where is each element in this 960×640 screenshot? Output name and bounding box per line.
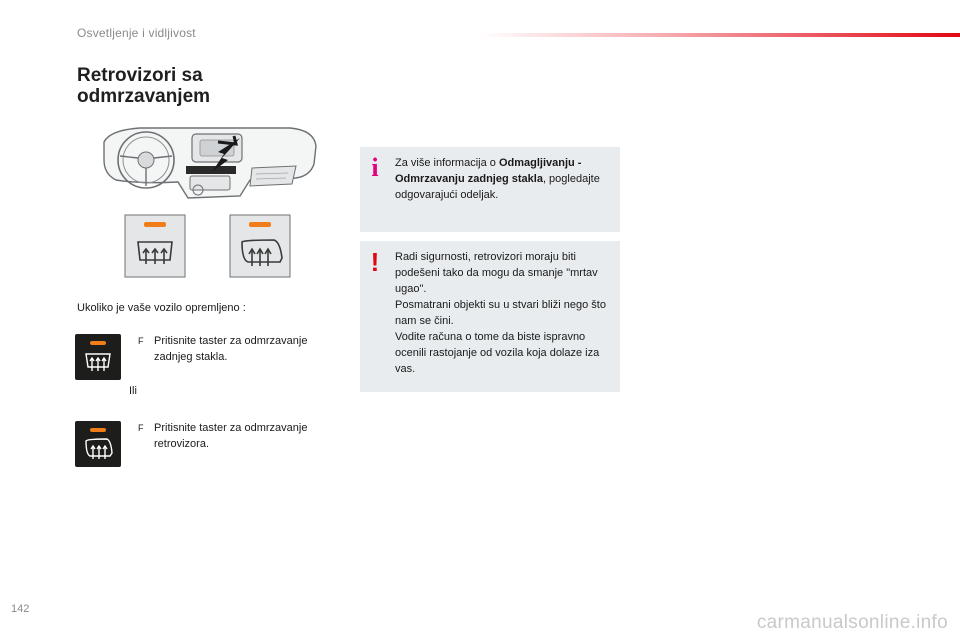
step-mirror (138, 420, 338, 452)
rear-screen-defrost-icon (86, 354, 110, 371)
step-rear-screen (138, 333, 338, 365)
step-bullet: F (138, 423, 144, 433)
header-rule (480, 33, 960, 37)
info-icon: i (371, 153, 379, 182)
switch-illustration (124, 214, 292, 278)
mirror-defrost-button-image (75, 421, 121, 467)
page-number: 142 (11, 603, 30, 615)
info-note (360, 147, 620, 232)
rear-screen-defrost-button-image (75, 334, 121, 380)
info-text-before: Za više informacija o (395, 157, 499, 169)
watermark: carmanualsonline.info (756, 612, 948, 633)
dashboard-illustration (100, 124, 320, 216)
info-text-after: , pogledajte odgovarajući odeljak. (395, 173, 600, 201)
intro-text: Ukoliko je vaše vozilo opremljeno : (77, 302, 246, 314)
info-text-bold: Odmagljivanju - Odmrzavanju zadnjeg stakla (395, 157, 582, 185)
mirror-defrost-icon (86, 439, 112, 459)
warning-icon: ! (370, 247, 380, 277)
page-title: Retrovizori sa odmrzavanjem (77, 65, 211, 107)
warning-paragraph: Radi sigurnosti, retrovizori moraju biti podešeni tako da mogu da smanje "mrtav ugao". (395, 251, 598, 295)
or-label: Ili (129, 385, 137, 397)
warning-note (360, 241, 620, 392)
step-text: Pritisnite taster za odmrzavanje retrovizora. (154, 422, 308, 450)
step-bullet: F (138, 336, 144, 346)
warning-paragraph: Posmatrani objekti su u stvari bliži nego što nam se čini. (395, 299, 606, 327)
warning-note-text (395, 249, 614, 377)
section-header: Osvetljenje i vidljivost (77, 26, 196, 40)
warning-paragraph: Vodite računa o tome da biste ispravno ocenili rastojanje od vozila koja dolaze iza vas. (395, 331, 600, 375)
info-note-text (395, 155, 614, 203)
step-text: Pritisnite taster za odmrzavanje zadnjeg stakla. (154, 335, 308, 363)
